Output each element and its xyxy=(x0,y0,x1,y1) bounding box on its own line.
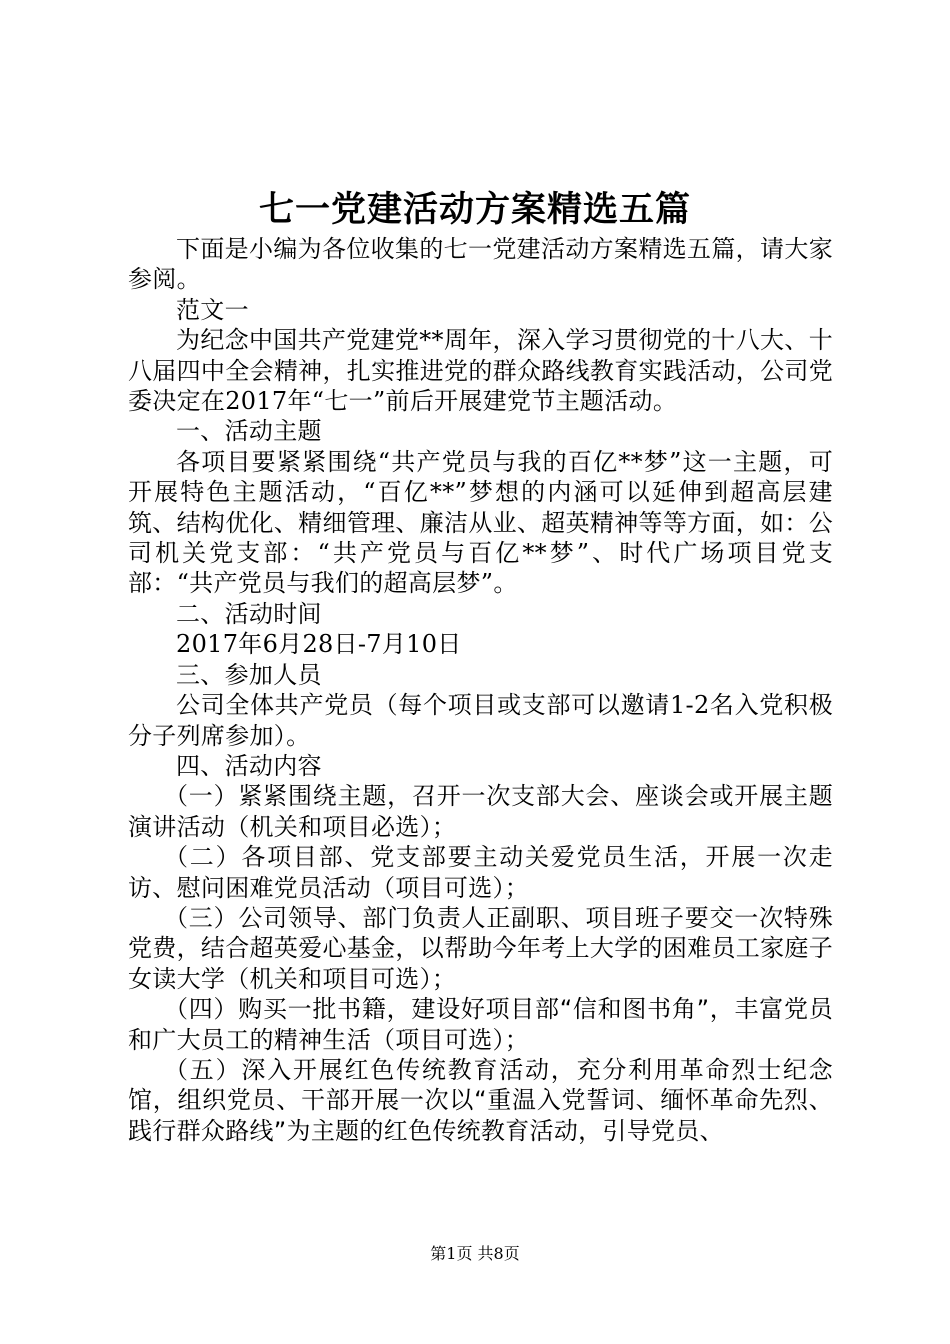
paragraph: 下面是小编为各位收集的七一党建活动方案精选五篇，请大家参阅。 xyxy=(128,235,833,294)
document-title: 七一党建活动方案精选五篇 xyxy=(258,190,691,230)
paragraph: 为纪念中国共产党建党**周年，深入学习贯彻党的十八大、十八届四中全会精神，扎实推进党的群众路线教育实践活动，公司党委决定在2017年“七一”前后开展建党节主题活动。 xyxy=(128,326,833,416)
list-item: （二）各项目部、党支部要主动关爱党员生活，开展一次走访、慰问困难党员活动（项目可选）； xyxy=(128,843,833,902)
page-footer: 第1页 共8页 xyxy=(430,1244,520,1263)
paragraph: 2017年6月28日-7月10日 xyxy=(176,630,462,659)
paragraph: 范文一 xyxy=(176,295,249,324)
section-heading: 一、活动主题 xyxy=(176,417,322,446)
list-item: （三）公司领导、部门负责人正副职、项目班子要交一次特殊党费，结合超英爱心基金，以帮助今年考上大学的困难员工家庭子女读大学（机关和项目可选）； xyxy=(128,903,833,993)
list-item: （五）深入开展红色传统教育活动，充分利用革命烈士纪念馆，组织党员、干部开展一次以“重温入党誓词、缅怀革命先烈、践行群众路线”为主题的红色传统教育活动，引导党员、 xyxy=(128,1055,833,1145)
paragraph: 各项目要紧紧围绕“共产党员与我的百亿**梦”这一主题，可开展特色主题活动，“百亿**”梦想的内涵可以延伸到超高层建筑、结构优化、精细管理、廉洁从业、超英精神等等方面，如：公司机关党支部：“共产党员与百亿**梦”、时代广场项目党支部：“共产党员与我们的超高层梦”。 xyxy=(128,447,833,598)
section-heading: 三、参加人员 xyxy=(176,660,322,689)
paragraph: 公司全体共产党员（每个项目或支部可以邀请1-2名入党积极分子列席参加）。 xyxy=(128,691,833,750)
list-item: （一）紧紧围绕主题，召开一次支部大会、座谈会或开展主题演讲活动（机关和项目必选）； xyxy=(128,782,833,841)
list-item: （四）购买一批书籍，建设好项目部“信和图书角”，丰富党员和广大员工的精神生活（项目可选）； xyxy=(128,995,833,1054)
section-heading: 四、活动内容 xyxy=(176,751,322,780)
document-body xyxy=(128,234,833,1146)
section-heading: 二、活动时间 xyxy=(176,599,322,628)
